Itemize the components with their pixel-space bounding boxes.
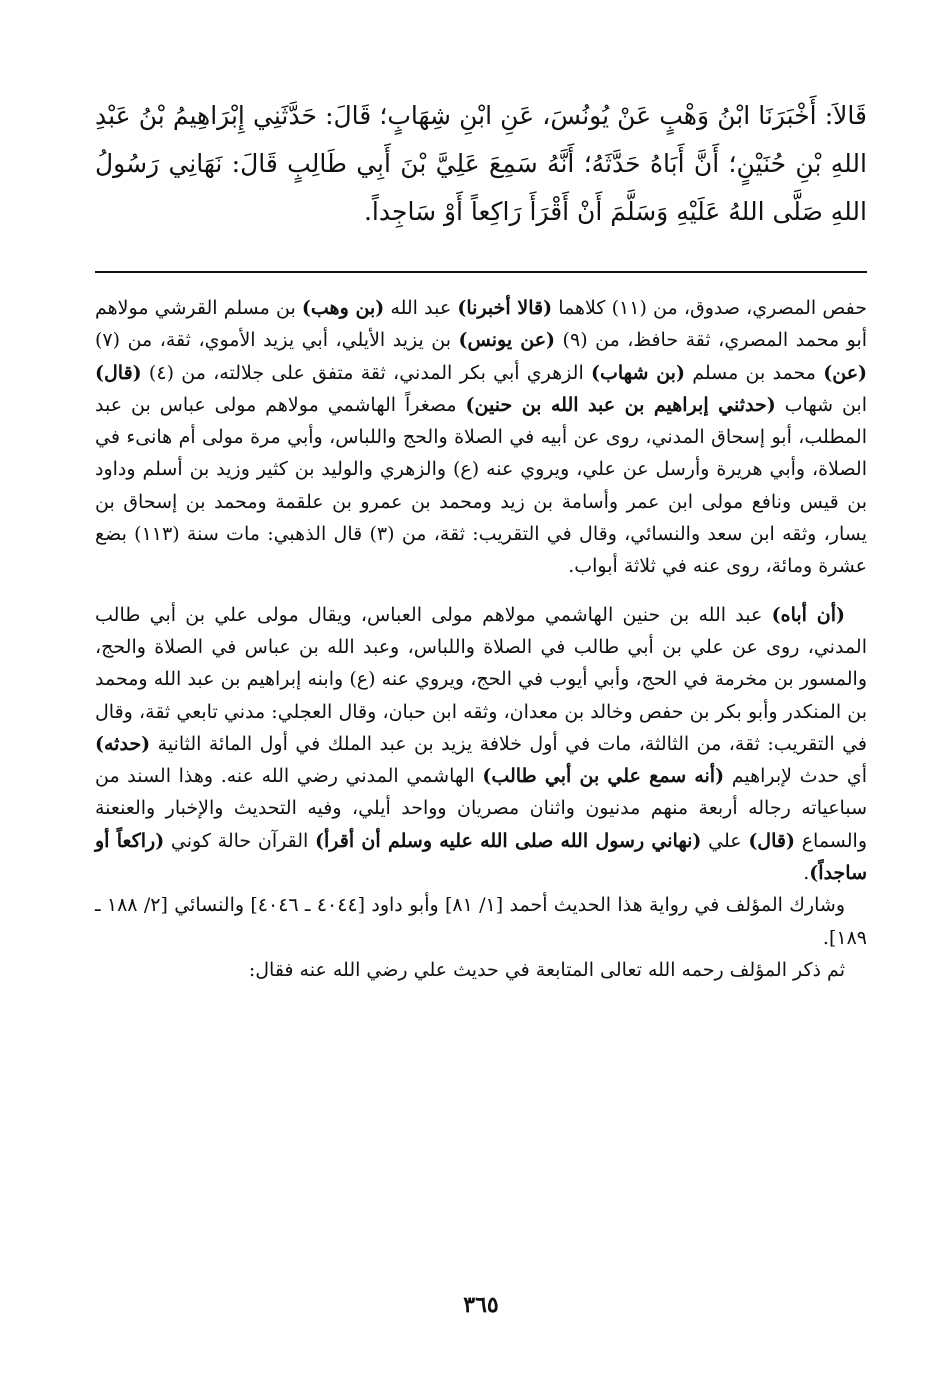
hadith-text: قَالاَ: أَخْبَرَنَا ابْنُ وَهْبٍ عَنْ يُونُسَ، عَنِ ابْنِ شِهَابٍ؛ قَالَ: حَدَّثَنِي إِبْرَاهِيمُ بْنُ عَبْدِ اللهِ بْنِ حُنَيْنٍ؛ أَنَّ أَبَاهُ حَدَّثَهُ؛ أَنَّهُ سَمِعَ عَلِيَّ بْنَ أَبِي طَالِبٍ قَالَ: نَهَانِي رَسُولُ اللهِ صَلَّى اللهُ عَلَيْهِ وَسَلَّمَ أَنْ أَقْرَأَ رَاكِعاً أَوْ سَاجِداً. — [95, 101, 867, 226]
narrator-paragraph-1: حفص المصري، صدوق، من (١١) كلاهما (قالا أخبرنا) عبد الله (بن وهب) بن مسلم القرشي مولاهم أبو محمد المصري، ثقة حافظ، من (٩) (عن يونس) بن يزيد الأيلي، أبي يزيد الأموي، ثقة، من (٧) (عن) محمد بن مسلم (بن شهاب) الزهري أبي بكر المدني، ثقة متفق على جلالته، من (٤) (قال) ابن شهاب (حدثني إبراهيم بن عبد الله بن حنين) مصغراً الهاشمي مولاهم مولى عباس بن عبد المطلب، أبو إسحاق المدني، روى عن أبيه في الصلاة والحج واللباس، وأبي مرة مولى أم هانىء في الصلاة، وأبي هريرة وأرسل عن علي، ويروي عنه (ع) والزهري والوليد بن كثير وزيد بن أسلم وداود بن قيس ونافع مولى ابن عمر وأسامة بن زيد ومحمد بن عمرو بن علقمة ومحمد بن إسحاق بن يسار، وثقه ابن سعد والنسائي، وقال في التقريب: ثقة، من (٣) قال الذهبي: مات سنة (١١٣) بضع عشرة ومائة، روى عنه في ثلاثة أبواب. — [95, 297, 868, 578]
page-number: ٣٦٥ — [463, 1292, 499, 1318]
paragraph-gap — [95, 583, 867, 599]
closing-paragraph: ثم ذكر المؤلف رحمه الله تعالى المتابعة في حديث علي رضي الله عنه فقال: — [248, 958, 845, 981]
page — [95, 92, 868, 1318]
narrator-paragraph-2: (أن أباه) عبد الله بن حنين الهاشمي مولاهم مولى العباس، ويقال مولى علي بن أبي طالب المدني، روى عن علي بن أبي طالب في الصلاة واللباس، وعبد الله بن عباس في الصلاة والحج، والمسور بن مخرمة في الحج، وأبي أيوب في الحج، ويروي عنه (ع) وابنه إبراهيم بن عبد الله ومحمد بن المنكدر وأبو بكر بن حفص وخالد بن معدان، وثقه ابن حبان، وقال العجلي: مدني تابعي ثقة، وقال في التقريب: ثقة، من الثالثة، مات في أول خلافة يزيد بن عبد الملك في أول المائة الثانية (حدثه) أي حدث لإبراهيم (أنه سمع علي بن أبي طالب) الهاشمي المدني رضي الله عنه. وهذا السند من سباعياته رجاله أربعة منهم مدنيون واثنان مصريان وواحد أيلي، وفيه التحديث والإخبار والعنعنة والسماع (قال) علي (نهاني رسول الله صلى الله عليه وسلم أن أقرأ) القرآن حالة كوني (راكعاً أو ساجداً). — [95, 603, 867, 885]
divider-rule — [95, 271, 867, 273]
sharing-paragraph: وشارك المؤلف في رواية هذا الحديث أحمد [١/ ٨١] وأبو داود [٤٠٤٤ ـ ٤٠٤٦] والنسائي [٢/ ١٨٨ ـ ١٨٩]. — [95, 894, 867, 949]
commentary — [95, 292, 867, 986]
